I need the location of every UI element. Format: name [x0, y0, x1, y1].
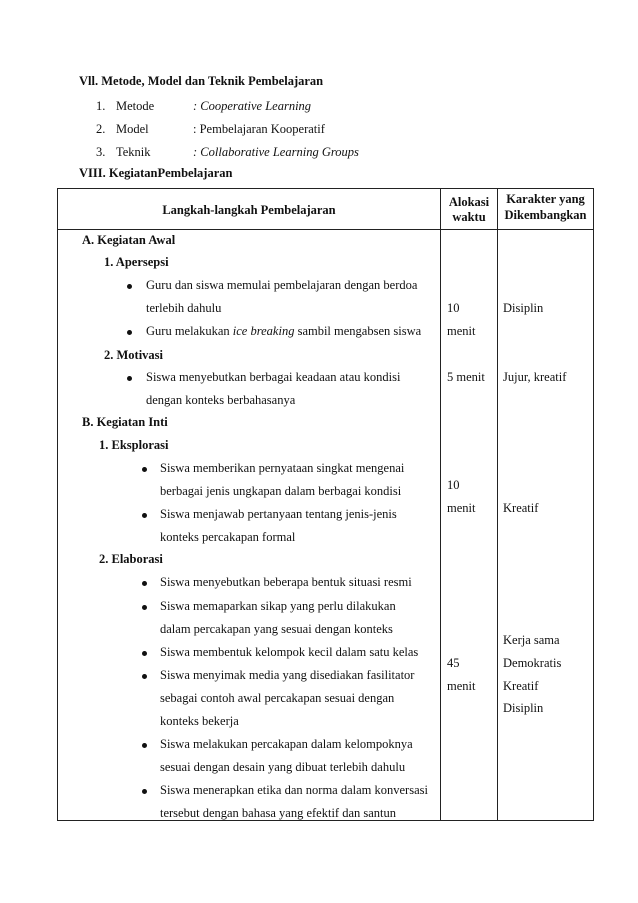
motivasi-time: 5 menit — [447, 370, 485, 384]
list-item: Siswa menyebutkan berbagai keadaan atau kondisi — [146, 370, 401, 384]
list-item: Siswa menyebutkan beberapa bentuk situasi resmi — [160, 575, 412, 589]
eksplorasi-heading: 1. Eksplorasi — [99, 438, 169, 452]
method-item-number: 1. — [96, 99, 106, 113]
bullet-icon — [142, 467, 147, 472]
apersepsi-time-unit: menit — [447, 324, 476, 338]
apersepsi-time-number: 10 — [447, 301, 460, 315]
model-item-value: : Pembelajaran Kooperatif — [193, 122, 325, 136]
table-left-border — [57, 188, 58, 821]
bullet-icon — [142, 605, 147, 610]
list-item: Siswa menjawab pertanyaan tentang jenis-jenis — [160, 507, 397, 521]
list-item-cont: terlebih dahulu — [146, 301, 222, 315]
elaborasi-character-4: Disiplin — [503, 701, 544, 715]
bullet-icon — [142, 789, 147, 794]
motivasi-heading: 2. Motivasi — [104, 348, 164, 362]
header-alloc-line2: waktu — [452, 210, 486, 224]
list-item-cont: konteks bekerja — [160, 714, 239, 728]
model-item-label: Model — [116, 122, 149, 136]
bullet-icon — [142, 674, 147, 679]
method-item-value: : Cooperative Learning — [193, 99, 312, 113]
eksplorasi-time-unit: menit — [447, 501, 476, 515]
section-b-title: B. Kegiatan Inti — [82, 415, 168, 429]
elaborasi-heading: 2. Elaborasi — [99, 552, 163, 566]
table-top-border — [57, 188, 594, 189]
header-alloc-line1: Alokasi — [448, 195, 490, 209]
eksplorasi-character: Kreatif — [503, 501, 539, 515]
bullet-icon — [127, 284, 132, 289]
table-col-divider-1 — [440, 188, 441, 821]
technique-item-number: 3. — [96, 145, 106, 159]
elaborasi-character-1: Kerja sama — [503, 633, 560, 647]
eksplorasi-time-number: 10 — [447, 478, 460, 492]
table-col-divider-2 — [497, 188, 498, 821]
technique-item-value: : Collaborative Learning Groups — [193, 145, 359, 159]
method-item-label: Metode — [116, 99, 155, 113]
apersepsi-character: Disiplin — [503, 301, 544, 315]
header-char-line2: Dikembangkan — [504, 208, 587, 222]
list-item: Siswa memberikan pernyataan singkat mengenai — [160, 461, 405, 475]
list-item-cont: tersebut dengan bahasa yang efektif dan santun — [160, 806, 397, 820]
elaborasi-time-unit: menit — [447, 679, 476, 693]
list-item: Siswa membentuk kelompok kecil dalam satu kelas — [160, 645, 419, 659]
list-item: Siswa melakukan percakapan dalam kelompoknya — [160, 737, 413, 751]
list-item-cont: sesuai dengan desain yang dibuat terlebih dahulu — [160, 760, 406, 774]
list-item-cont: dengan konteks berbahasanya — [146, 393, 296, 407]
table-header-border — [57, 229, 594, 230]
list-item: Guru melakukan ice breaking sambil mengabsen siswa — [146, 324, 422, 338]
list-item-cont: sebagai contoh awal percakapan sesuai dengan — [160, 691, 395, 705]
header-char-line1: Karakter yang — [506, 192, 585, 206]
section-a-title: A. Kegiatan Awal — [82, 233, 176, 247]
bullet-icon — [127, 330, 132, 335]
list-item: Guru dan siswa memulai pembelajaran dengan berdoa — [146, 278, 418, 292]
technique-item-label: Teknik — [116, 145, 151, 159]
list-item-cont: berbagai jenis ungkapan dalam berbagai kondisi — [160, 484, 402, 498]
apersepsi-heading: 1. Apersepsi — [104, 255, 169, 269]
elaborasi-character-3: Kreatif — [503, 679, 539, 693]
list-item-cont: dalam percakapan yang sesuai dengan konteks — [160, 622, 393, 636]
motivasi-character: Jujur, kreatif — [503, 370, 567, 384]
section-8-heading: VIII. KegiatanPembelajaran — [79, 166, 233, 180]
bullet-icon — [142, 651, 147, 656]
section-7-heading: Vll. Metode, Model dan Teknik Pembelajaran — [79, 74, 324, 88]
bullet-icon — [142, 743, 147, 748]
elaborasi-character-2: Demokratis — [503, 656, 562, 670]
elaborasi-time-number: 45 — [447, 656, 460, 670]
list-item-cont: konteks percakapan formal — [160, 530, 296, 544]
list-item: Siswa menerapkan etika dan norma dalam konversasi — [160, 783, 428, 797]
header-steps: Langkah-langkah Pembelajaran — [162, 203, 336, 217]
model-item-number: 2. — [96, 122, 106, 136]
list-item: Siswa memaparkan sikap yang perlu dilakukan — [160, 599, 396, 613]
table-right-border — [593, 188, 594, 821]
list-item: Siswa menyimak media yang disediakan fasilitator — [160, 668, 415, 682]
bullet-icon — [142, 513, 147, 518]
bullet-icon — [142, 581, 147, 586]
bullet-icon — [127, 376, 132, 381]
